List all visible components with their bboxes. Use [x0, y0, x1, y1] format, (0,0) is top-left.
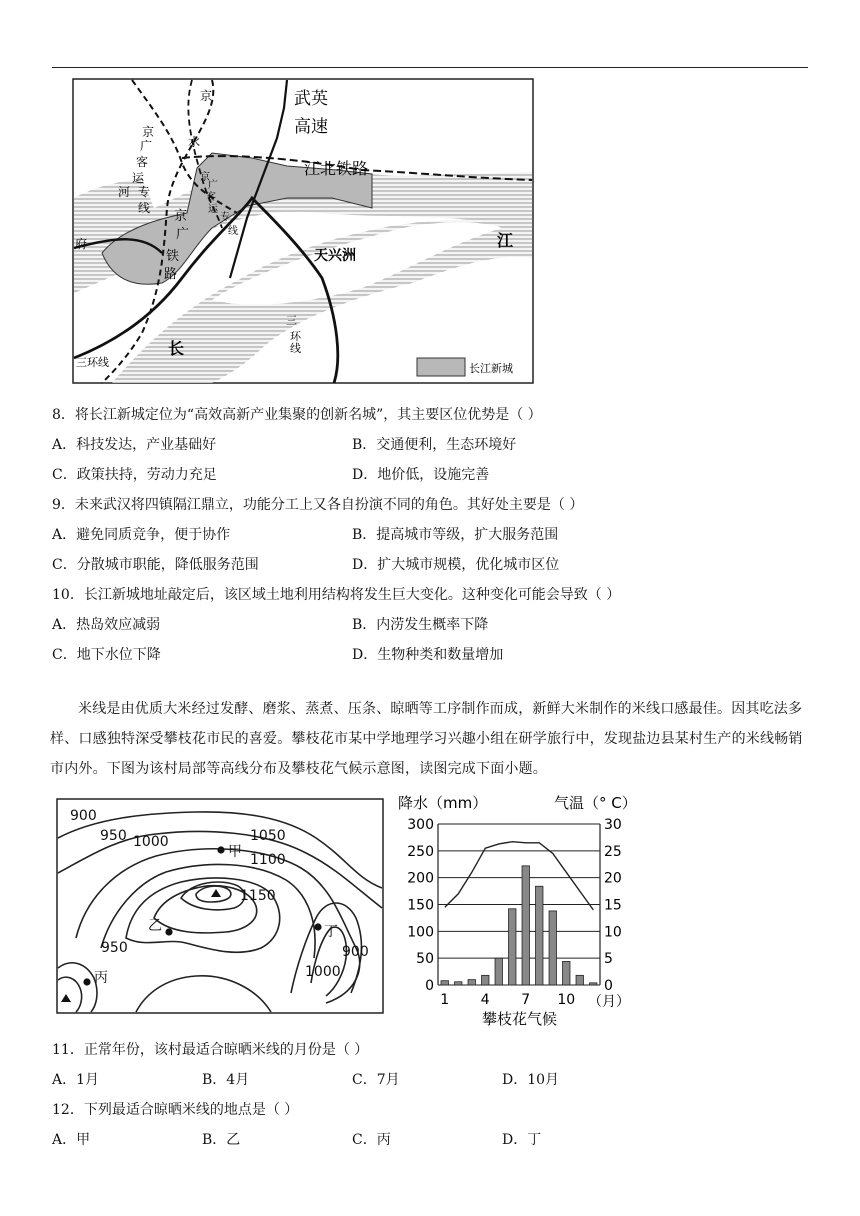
svg-text:运: 运 [132, 171, 145, 185]
point-ding-label: 丁 [324, 924, 338, 940]
x-tick-label: 7 [521, 992, 531, 1008]
legend-label: 长江新城 [469, 362, 513, 375]
temperature-line [445, 842, 594, 910]
contour-label: 1000 [133, 834, 169, 850]
svg-text:京: 京 [200, 172, 210, 183]
svg-text:线: 线 [138, 201, 151, 215]
precip-bar [576, 975, 583, 985]
precip-bar [482, 975, 489, 985]
y-left-tick-label: 0 [425, 978, 434, 994]
q9-option-d[interactable]: D．扩大城市规模，优化城市区位 [352, 557, 560, 573]
q12-option-d[interactable]: D．丁 [502, 1132, 542, 1148]
point-bing-label: 丙 [94, 970, 108, 986]
precip-bar [536, 886, 543, 985]
y-left-tick-label: 150 [407, 897, 434, 914]
svg-text:广: 广 [176, 227, 190, 242]
q9-option-c[interactable]: C．分散城市职能，降低服务范围 [52, 557, 259, 573]
q10-option-c[interactable]: C．地下水位下降 [52, 647, 161, 663]
q10-option-d[interactable]: D．生物种类和数量增加 [352, 647, 504, 663]
svg-text:客: 客 [136, 155, 149, 169]
chart-x-unit: （月） [588, 994, 630, 1010]
contour-map [56, 798, 384, 1014]
precip-bar [522, 866, 529, 985]
label-he: 河 [118, 185, 131, 199]
point-bing-marker [83, 978, 90, 985]
svg-text:京: 京 [174, 209, 188, 224]
point-jia-marker [217, 846, 224, 853]
passage: 米线是由优质大米经过发酵、磨浆、蒸煮、压条、晾晒等工序制作而成，新鲜大米制作的米线口感最佳。因其吃法多样、口感独特深受攀枝花市民的喜爱。攀枝花市某中学地理学习兴趣小组在研学旅行中，发现盐边县某村生产的米线畅销市内外。下图为该村局部等高线分布及攀枝花气候示意图，读图完成下面小题。 [50, 701, 803, 777]
x-tick-label: 10 [557, 992, 576, 1008]
chart-ylabel-left: 降水（mm） [398, 794, 488, 812]
svg-text:路: 路 [164, 267, 178, 282]
question-12-stem: 12．下列最适合晾晒米线的地点是（ ） [52, 1102, 299, 1118]
svg-text:线: 线 [228, 226, 238, 237]
question-9-stem: 9．未来武汉将四镇隔江鼎立，功能分工上又各自扮演不同的角色。其好处主要是（ ） [52, 497, 584, 513]
y-right-tick-label: 20 [604, 870, 622, 887]
q11-option-b[interactable]: B．4月 [202, 1072, 250, 1088]
precip-bar [549, 911, 556, 985]
y-right-tick-label: 5 [604, 951, 613, 968]
q11-option-d[interactable]: D．10月 [502, 1072, 560, 1088]
y-right-tick-label: 10 [604, 924, 622, 941]
precip-bar [563, 961, 570, 985]
contour-label: 900 [70, 808, 97, 824]
q11-option-a[interactable]: A．1月 [52, 1072, 100, 1088]
svg-text:客: 客 [206, 192, 216, 203]
x-tick-label: 4 [480, 992, 490, 1008]
label-wuying: 武英 [294, 89, 328, 109]
precip-bar [441, 981, 448, 985]
label-jiangbei: 江北铁路 [304, 159, 369, 178]
q10-option-b[interactable]: B．内涝发生概率下降 [352, 617, 489, 633]
contour-label: 1050 [250, 828, 286, 844]
svg-text:专: 专 [138, 185, 151, 199]
q8-option-b[interactable]: B．交通便利，生态环境好 [352, 437, 517, 453]
contour-label: 1150 [240, 888, 276, 904]
y-left-tick-label: 250 [407, 843, 434, 860]
label-fu: 府 [75, 237, 88, 251]
q8-option-a[interactable]: A．科技发达，产业基础好 [52, 437, 217, 453]
point-yi-marker [165, 928, 172, 935]
q9-option-a[interactable]: A．避免同质竞争，便于协作 [52, 527, 231, 543]
y-right-tick-label: 25 [604, 843, 622, 860]
legend-swatch [417, 358, 465, 376]
label-jing-top: 京 [200, 89, 213, 103]
svg-text:运: 运 [208, 204, 218, 215]
svg-text:线: 线 [290, 342, 301, 355]
contour-label: 1100 [250, 852, 286, 868]
q8-option-d[interactable]: D．地价低，设施完善 [352, 467, 490, 483]
point-jia-label: 甲 [228, 844, 242, 860]
svg-text:专: 专 [220, 212, 230, 223]
header-rule [52, 67, 808, 68]
precip-bar [590, 983, 597, 985]
chart-title: 攀枝花气候 [482, 1010, 558, 1028]
svg-text:京: 京 [142, 125, 155, 139]
x-tick-label: 1 [440, 992, 450, 1008]
label-jiang: 江 [497, 231, 514, 250]
y-left-tick-label: 50 [416, 951, 434, 968]
precip-bar [468, 980, 475, 985]
svg-text:广: 广 [140, 139, 153, 153]
y-left-tick-label: 200 [407, 870, 434, 887]
question-8-stem: 8．将长江新城定位为“高效高新产业集聚的创新名城”，其主要区位优势是（ ） [52, 407, 542, 423]
y-right-tick-label: 0 [604, 978, 613, 994]
label-chang: 长 [168, 339, 185, 358]
precip-bar [455, 982, 462, 985]
question-10-stem: 10．长江新城地址敲定后，该区域土地利用结构将发生巨大变化。这种变化可能会导致（ ） [52, 587, 621, 603]
q12-option-a[interactable]: A．甲 [52, 1132, 91, 1148]
precip-bar [495, 958, 502, 985]
contour-label: 950 [100, 828, 127, 844]
point-ding-marker [314, 923, 321, 930]
point-yi-label: 乙 [148, 918, 162, 934]
yangtze-new-city-map [72, 78, 534, 384]
y-right-tick-label: 30 [604, 817, 622, 833]
y-left-tick-label: 100 [407, 924, 434, 941]
q10-option-a[interactable]: A．热岛效应减弱 [52, 617, 161, 633]
svg-text:广: 广 [208, 180, 218, 191]
svg-text:三: 三 [286, 314, 297, 327]
contour-label: 950 [101, 940, 128, 956]
precip-bar [509, 909, 516, 985]
climate-chart [392, 790, 660, 1030]
q12-option-c[interactable]: C．丙 [352, 1132, 391, 1148]
question-11-stem: 11．正常年份，该村最适合晾晒米线的月份是（ ） [52, 1042, 369, 1058]
label-third-ring-left: 三环线 [76, 356, 109, 369]
label-tianxingzhou: 天兴洲 [314, 248, 356, 264]
q11-option-c[interactable]: C．7月 [352, 1072, 400, 1088]
contour-label: 900 [342, 944, 369, 960]
q8-option-c[interactable]: C．政策扶持，劳动力充足 [52, 467, 217, 483]
chart-ylabel-right: 气温（° C） [554, 794, 637, 812]
y-left-tick-label: 300 [407, 817, 434, 833]
contour-label: 1000 [305, 964, 341, 980]
svg-text:环: 环 [290, 330, 301, 343]
y-right-tick-label: 15 [604, 897, 622, 914]
svg-text:铁: 铁 [166, 249, 180, 264]
label-shui: 水 [188, 135, 201, 149]
label-gaosu: 高速 [294, 117, 328, 137]
q9-option-b[interactable]: B．提高城市等级，扩大服务范围 [352, 527, 559, 543]
q12-option-b[interactable]: B．乙 [202, 1132, 241, 1148]
